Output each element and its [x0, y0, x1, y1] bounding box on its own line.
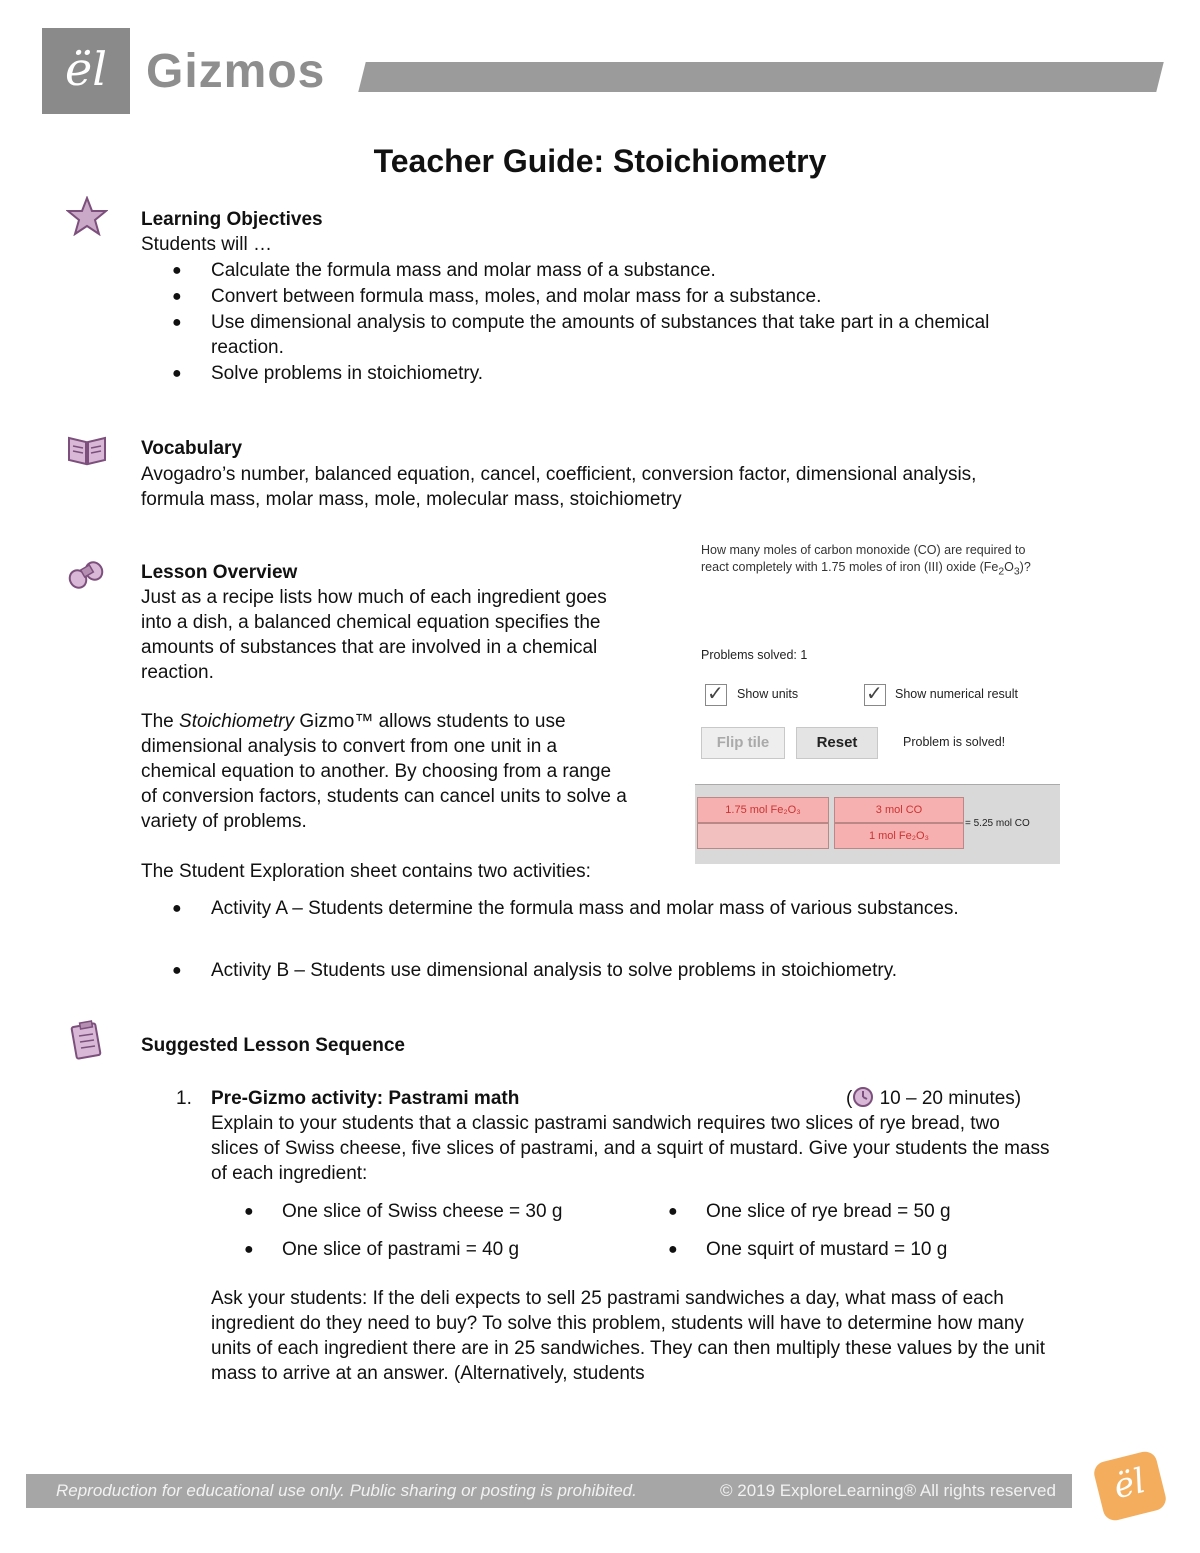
gizmo-question [701, 542, 1051, 581]
vocabulary-heading: Vocabulary [141, 438, 243, 459]
footer-copyright: © 2019 ExploreLearning® All rights reserved [720, 1481, 1056, 1500]
flip-tile-button[interactable]: Flip tile [701, 727, 785, 759]
objective-item: Solve problems in stoichiometry. [211, 363, 484, 384]
overview-heading: Lesson Overview [141, 562, 298, 583]
tile-result: = 5.25 mol CO [965, 818, 1030, 829]
bullet-icon: ● [244, 1203, 254, 1220]
para2-rest: Gizmo™ allows students to use dimensional analysis to convert from one unit in a chemical equation to another. By choosing from a range of conversion factors, students can cancel units to solve a variety of problems. [141, 711, 627, 832]
subscript: 2 [998, 566, 1005, 578]
bullet-icon: ● [668, 1241, 678, 1258]
check-icon: ✓ [866, 683, 883, 705]
objective-item: Use dimensional analysis to compute the amounts of substances that take part in a chemical reaction. [211, 312, 990, 358]
sequence-heading: Suggested Lesson Sequence [141, 1035, 405, 1056]
clipboard-icon [66, 1020, 108, 1060]
tile-empty [697, 823, 829, 849]
bullet-icon: ● [244, 1241, 254, 1258]
bullet-icon: ● [172, 962, 182, 979]
brand-name: Gizmos [146, 45, 326, 98]
step-time: ( 10 – 20 minutes) [846, 1088, 1022, 1109]
activity-item: Activity A – Students determine the formula mass and molar mass of various substances. [211, 898, 959, 919]
page-title: Teacher Guide: Stoichiometry [373, 143, 827, 179]
activity-item: Activity B – Students use dimensional analysis to solve problems in stoichiometry. [211, 960, 898, 981]
vocabulary-text: Avogadro’s number, balanced equation, cancel, coefficient, conversion factor, dimensional analysis, formula mass, molar mass, mole, molecular mass, stoichiometry [141, 464, 977, 510]
ingredient-item: One squirt of mustard = 10 g [706, 1239, 948, 1260]
show-numerical-label: Show numerical result [895, 687, 1018, 701]
gizmos-logo [42, 28, 130, 114]
overview-para1: Just as a recipe lists how much of each ingredient goes into a dish, a balanced chemical equation specifies the amounts of substances that are involved in a chemical reaction. [141, 587, 607, 683]
bullet-icon: ● [668, 1203, 678, 1220]
logo-glyph: ël [1109, 1460, 1150, 1508]
time-text: 10 – 20 minutes) [879, 1088, 1022, 1109]
bullet-icon: ● [172, 900, 182, 917]
explorelearning-logo [1092, 1449, 1169, 1523]
ingredient-item: One slice of pastrami = 40 g [282, 1239, 520, 1260]
check-icon: ✓ [707, 683, 724, 705]
bullet-icon: ● [172, 365, 182, 382]
footer-notice: Reproduction for educational use only. Public sharing or posting is prohibited. [56, 1481, 637, 1500]
logo-glyph: ël [65, 42, 107, 96]
bullet-icon: ● [172, 288, 182, 305]
bullet-icon: ● [172, 314, 182, 331]
binoculars-icon [66, 553, 108, 593]
show-units-checkbox[interactable] [705, 684, 727, 706]
tile-tray [695, 784, 1060, 864]
tile-denominator[interactable]: 1 mol Fe₂O₃ [834, 823, 964, 849]
header-bar [358, 62, 1163, 92]
gizmo-screenshot [695, 540, 1060, 864]
gizmo-name: Stoichiometry [179, 711, 295, 732]
tile-numerator[interactable]: 3 mol CO [834, 797, 964, 823]
step-title: Pre-Gizmo activity: Pastrami math [211, 1088, 520, 1109]
show-numerical-checkbox[interactable] [864, 684, 886, 706]
bullet-icon: ● [172, 262, 182, 279]
book-icon [66, 430, 108, 470]
objectives-intro: Students will … [141, 234, 272, 255]
sequence-para2: Ask your students: If the deli expects to sell 25 pastrami sandwiches a day, what mass of each ingredient do they need to buy? To solve this problem, students will have to determine how many units of each ingredient there are in 25 sandwiches. They can then multiply these values by the unit mass to arrive at an answer. (Alternatively, students [211, 1288, 1046, 1384]
overview-para3: The Student Exploration sheet contains two activities: [141, 861, 591, 882]
reset-button[interactable]: Reset [796, 727, 878, 759]
problems-solved: Problems solved: 1 [701, 648, 808, 662]
problem-status: Problem is solved! [903, 735, 1006, 749]
sequence-para1: Explain to your students that a classic pastrami sandwich requires two slices of rye bread, two slices of Swiss cheese, five slices of pastrami, and a squirt of mustard. Give your students the mass of each ingredient: [211, 1113, 1050, 1184]
show-units-label: Show units [737, 687, 799, 701]
clock-icon [852, 1086, 874, 1108]
star-icon [66, 196, 108, 236]
objective-item: Convert between formula mass, moles, and molar mass for a substance. [211, 286, 822, 307]
objective-item: Calculate the formula mass and molar mass of a substance. [211, 260, 716, 281]
ingredient-item: One slice of rye bread = 50 g [706, 1201, 951, 1222]
objectives-heading: Learning Objectives [141, 209, 323, 230]
overview-para2 [141, 709, 631, 834]
para2-prefix: The [141, 711, 180, 732]
subscript: 3 [1013, 566, 1020, 578]
question-text: How many moles of carbon monoxide (CO) are required to react completely with 1.75 moles of iron (III) oxide (Fe [701, 543, 1026, 574]
question-text: )? [1019, 560, 1031, 574]
ingredient-item: One slice of Swiss cheese = 30 g [282, 1201, 563, 1222]
step-number: 1. [176, 1088, 192, 1109]
question-text: O [1004, 560, 1014, 574]
tile-given[interactable]: 1.75 mol Fe₂O₃ [697, 797, 829, 823]
